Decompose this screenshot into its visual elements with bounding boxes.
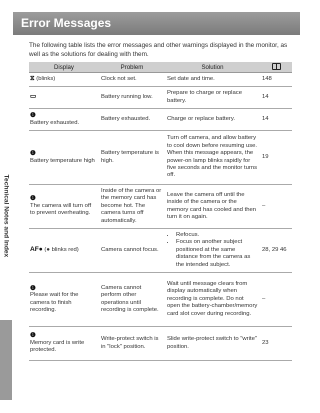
page-title: Error Messages bbox=[21, 16, 112, 30]
display-cell bbox=[29, 87, 99, 109]
display-text: (● blinks red) bbox=[44, 247, 79, 254]
table-row bbox=[29, 73, 292, 87]
problem-cell: Camera cannot focus. bbox=[99, 229, 165, 273]
side-label-text: Technical Notes and Index bbox=[2, 174, 10, 258]
table-row bbox=[29, 109, 292, 131]
problem-cell: Battery exhausted. bbox=[99, 109, 165, 131]
warning-icon: ❶ bbox=[30, 195, 36, 203]
solution-list bbox=[167, 232, 258, 269]
solution-cell: Set date and time. bbox=[165, 73, 260, 87]
solution-cell: Wait until message clears from display automatically when recording is complete. Do not open the battery-chamber/memory card slot cover during recording. bbox=[165, 273, 260, 327]
page-cell: – bbox=[260, 185, 292, 229]
page-cell: 19 bbox=[260, 131, 292, 185]
warning-icon: ❶ bbox=[30, 112, 36, 120]
list-item: • Focus on another subject positioned at the same distance from the camera as the intended subject. bbox=[176, 239, 258, 269]
solution-cell: Charge or replace battery. bbox=[165, 109, 260, 131]
solution-cell: Leave the camera off until the inside of the camera or the memory card has cooled and then turn it on again. bbox=[165, 185, 260, 229]
error-table bbox=[29, 62, 292, 361]
clock-icon: ⧖ bbox=[30, 75, 35, 83]
side-label bbox=[2, 172, 10, 292]
page-cell: 23 bbox=[260, 327, 292, 361]
display-cell bbox=[29, 229, 99, 273]
battery-low-icon: ▭ bbox=[30, 93, 37, 101]
solution-cell: Slide write-protect switch to "write" position. bbox=[165, 327, 260, 361]
header-display: Display bbox=[29, 62, 99, 73]
table-row bbox=[29, 185, 292, 229]
table-row bbox=[29, 131, 292, 185]
display-cell bbox=[29, 273, 99, 327]
problem-cell: Write-protect switch is in "lock" position. bbox=[99, 327, 165, 361]
side-tab-marker bbox=[0, 320, 12, 400]
display-text: Memory card is write protected. bbox=[30, 339, 85, 354]
solution-cell: Prepare to charge or replace battery. bbox=[165, 87, 260, 109]
problem-cell: Clock not set. bbox=[99, 73, 165, 87]
display-cell bbox=[29, 327, 99, 361]
solution-cell: Turn off camera, and allow battery to cool down before resuming use. When this message appears, the power-on lamp blinks rapidly for five seconds and the monitor turns off. bbox=[165, 131, 260, 185]
display-cell bbox=[29, 109, 99, 131]
header-page bbox=[260, 62, 292, 73]
display-cell bbox=[29, 73, 99, 87]
table-row bbox=[29, 327, 292, 361]
display-text: The camera will turn off to prevent overheating. bbox=[30, 202, 92, 217]
warning-icon: ❶ bbox=[30, 332, 36, 340]
problem-cell: Inside of the camera or the memory card has become hot. The camera turns off automatically. bbox=[99, 185, 165, 229]
page-cell: 14 bbox=[260, 87, 292, 109]
side-tab bbox=[0, 0, 12, 413]
title-bar bbox=[13, 12, 300, 35]
warning-icon: ❶ bbox=[30, 284, 36, 292]
table-row bbox=[29, 229, 292, 273]
display-text: Please wait for the camera to finish recording. bbox=[30, 292, 79, 313]
problem-cell: Camera cannot perform other operations until recording is complete. bbox=[99, 273, 165, 327]
display-cell bbox=[29, 185, 99, 229]
table-row bbox=[29, 273, 292, 327]
header-problem: Problem bbox=[99, 62, 165, 73]
display-text: Battery temperature high bbox=[30, 157, 95, 164]
display-text: Battery exhausted. bbox=[30, 119, 80, 126]
page-cell: 14 bbox=[260, 109, 292, 131]
page-cell: – bbox=[260, 273, 292, 327]
warning-icon: ❶ bbox=[30, 150, 36, 158]
problem-cell: Battery running low. bbox=[99, 87, 165, 109]
book-icon bbox=[272, 63, 281, 70]
table-row bbox=[29, 87, 292, 109]
af-focus-icon: AF● bbox=[30, 246, 43, 254]
page-cell: 148 bbox=[260, 73, 292, 87]
table-header-row bbox=[29, 62, 292, 73]
display-cell bbox=[29, 131, 99, 185]
problem-cell: Battery temperature is high. bbox=[99, 131, 165, 185]
page-cell: 28, 29 46 bbox=[260, 229, 292, 273]
list-item: • Refocus. bbox=[176, 232, 258, 239]
display-text: (blinks) bbox=[36, 76, 56, 83]
intro-text: The following table lists the error messages and other warnings displayed in the monitor, as well as the solutions for dealing with them. bbox=[29, 42, 288, 58]
solution-cell bbox=[165, 229, 260, 273]
header-solution: Solution bbox=[165, 62, 260, 73]
